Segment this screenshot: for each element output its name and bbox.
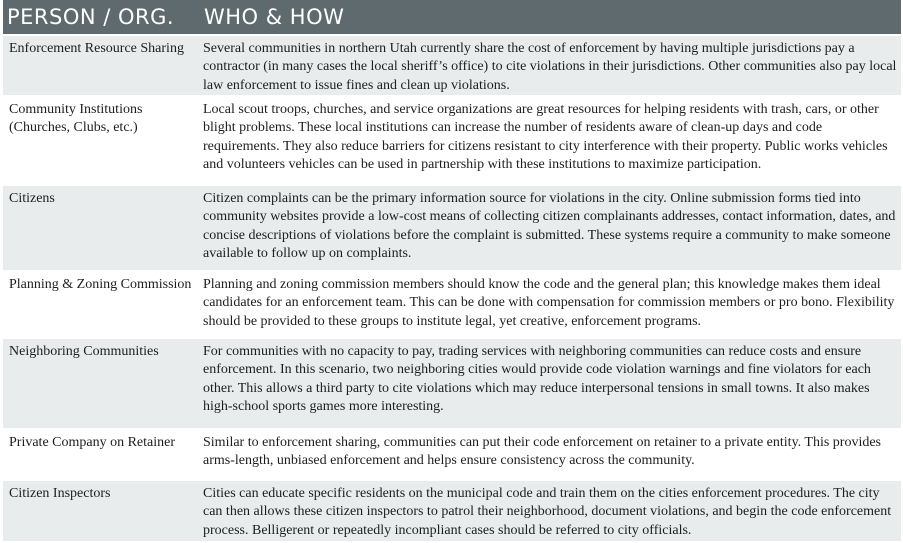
table-row: [3, 337, 901, 428]
row-description: Citizen complaints can be the primary information source for violations in the city. Online submission forms tied into community websites provide a low-cost means of collecting citizen complainants addresses, contact information, dates, and concise descriptions of violations before the complaint is submitted. These systems require a community to make someone available to follow up on complaints.: [203, 191, 896, 261]
table-row: [3, 270, 901, 337]
row-description: Cities can educate specific residents on the municipal code and train them on the cities enforcement procedures. The city can then allows these citizen inspectors to patrol their neighborhood, document violations, and begin the code enforcement process. Belligerent or repeatedly incompliant cases should be referred to city officials.: [203, 486, 892, 538]
row-label: Private Company on Retainer: [9, 435, 176, 450]
table-header: [3, 0, 901, 34]
table-row: [3, 479, 901, 541]
row-description: Local scout troops, churches, and service organizations are great resources for helping residents with trash, cars, or other blight problems. These local institutions can increase the number of residents aware of clean-up days and code requirements. They also reduce barriers for citizens resistant to city interference with their property. Public works vehicles and volunteers vehicles can be used in partnership with these institutions to maximize participation.: [203, 102, 888, 172]
header-who-how: WHO & HOW: [204, 5, 345, 29]
row-description: For communities with no capacity to pay, trading services with neighboring communities can reduce costs and ensure enforcement. In this scenario, two neighboring cities would provide code violation warnings and fine violators for each other. This allows a third party to cite violations which may reduce interpersonal tensions in small towns. It also makes high-school sports games more interesting.: [203, 344, 871, 414]
row-label: Enforcement Resource Sharing: [9, 41, 184, 56]
row-description: Similar to enforcement sharing, communities can put their code enforcement on retainer to a private entity. This provides arms-length, unbiased enforcement and helps ensure consistency across the community.: [203, 435, 882, 469]
row-label: Citizens: [9, 191, 55, 206]
row-label: Neighboring Communities: [9, 344, 159, 359]
table-row: [3, 184, 901, 270]
row-label: Community Institutions (Churches, Clubs, etc.): [9, 102, 143, 136]
table-row: [3, 428, 901, 479]
table-row: [3, 34, 901, 95]
row-description: Several communities in northern Utah currently share the cost of enforcement by having multiple jurisdictions pay a contractor (in many cases the local sheriff’s office) to cite violations in their jurisdictions. Other communities also pay local law enforcement to issue fines and clean up violations.: [203, 41, 897, 93]
header-person-org: PERSON / ORG.: [7, 5, 175, 29]
table-row: [3, 95, 901, 184]
row-label: Planning & Zoning Commission: [9, 277, 192, 292]
row-description: Planning and zoning commission members should know the code and the general plan; this knowledge makes them ideal candidates for an enforcement team. This can be done with compensation for commission members or pro bono. Flexibility should be provided to these groups to institute legal, yet creative, enforcement programs.: [203, 277, 895, 329]
row-label: Citizen Inspectors: [9, 486, 111, 501]
